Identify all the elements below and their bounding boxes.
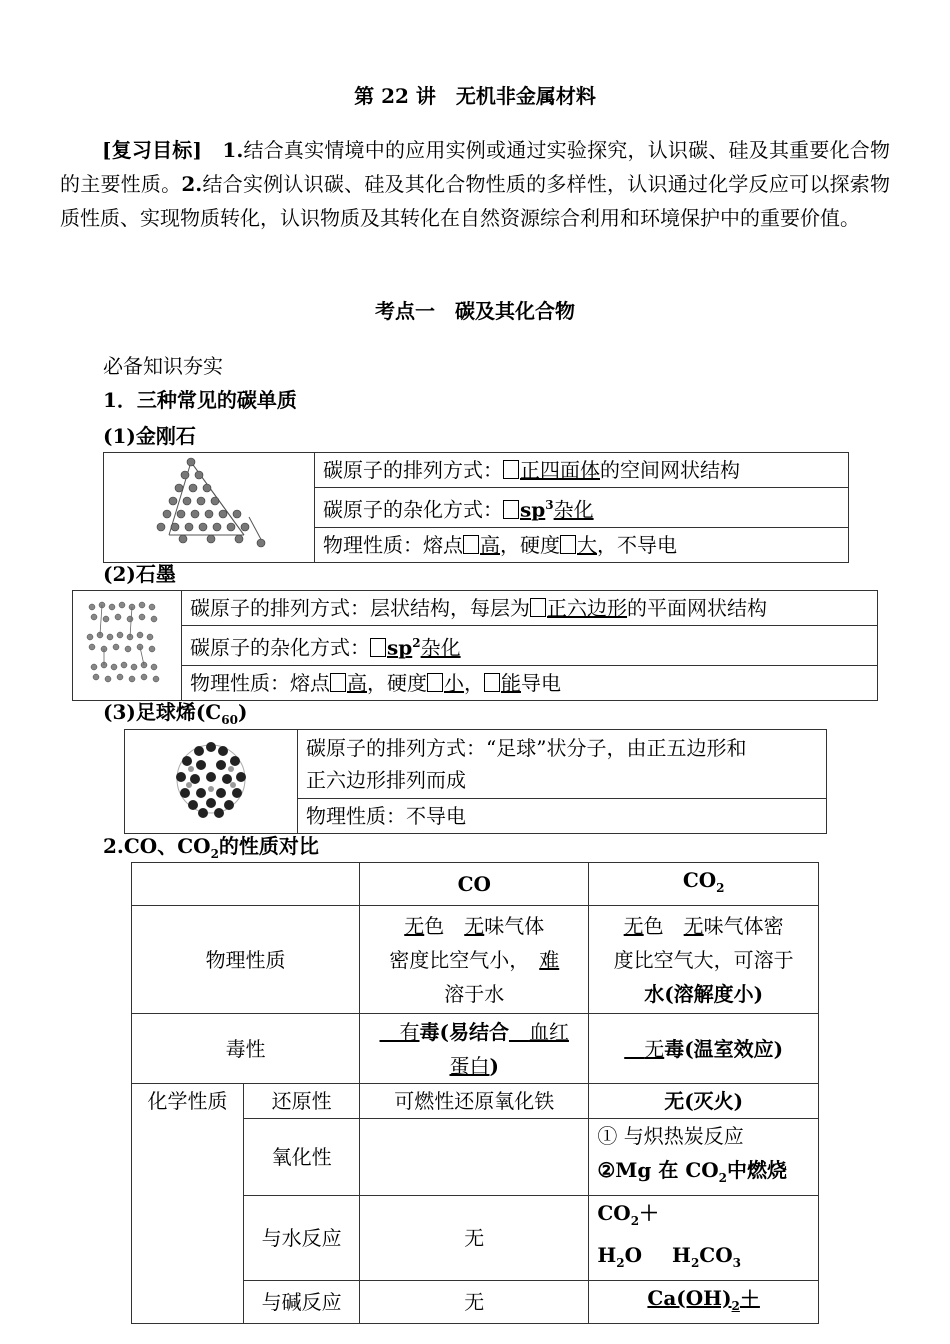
- chem-label: 化学性质: [132, 1084, 244, 1324]
- goal-2-text: 结合实例认识碳、硅及其化合物性质的多样性，认识通过化学反应可以探索物质性质、实现物质转化，认识物质及其转化在自然资源综合利用和环境保护中的重要价值。: [60, 172, 891, 230]
- water-label: 与水反应: [244, 1196, 360, 1281]
- graphite-table: [72, 590, 878, 701]
- co-co2-heading: 2.CO、$CO_2$的性质对比: [103, 834, 319, 861]
- phys-co: 无色 无味气体 密度比空气小， 难 溶于水: [360, 906, 589, 1014]
- base-co2: $Ca(OH)_2+$: [589, 1281, 819, 1324]
- toxicity-co: 有毒(易结合 血红 蛋白): [360, 1014, 589, 1084]
- diamond-structure-icon: [149, 457, 269, 552]
- phys-co2: 无色 无味气体密 度比空气大，可溶于 水(溶解度小): [589, 906, 819, 1014]
- diamond-heading: (1)金刚石: [103, 424, 196, 448]
- reducing-co: 可燃性还原氧化铁: [360, 1084, 589, 1119]
- oxidizing-co: [360, 1119, 589, 1196]
- diamond-arrangement: 碳原子的排列方式： 正四面体的空间网状结构: [315, 453, 849, 488]
- c60-heading: (3)足球烯$(C_{60})$: [103, 700, 248, 727]
- fill-box: [463, 535, 479, 554]
- graphite-image: [73, 591, 182, 701]
- fill-box: [330, 673, 346, 692]
- toxicity-label: 毒性: [132, 1014, 360, 1084]
- fill-box: [503, 500, 519, 519]
- graphite-heading: (2)石墨: [103, 562, 176, 586]
- water-co: 无: [360, 1196, 589, 1281]
- toxicity-co2: 无毒(温室效应): [589, 1014, 819, 1084]
- diamond-table: [103, 452, 849, 563]
- diamond-image: [104, 453, 315, 563]
- oxidizing-label: 氧化性: [244, 1119, 360, 1196]
- graphite-structure-icon: [82, 597, 172, 689]
- fill-box: [503, 460, 519, 479]
- goal-1-num: 1.: [222, 138, 244, 162]
- section-title: 考点一 碳及其化合物: [375, 299, 575, 323]
- header-empty: [132, 863, 360, 906]
- header-co: CO: [360, 863, 589, 906]
- heading-carbon-allotropes: 1．三种常见的碳单质: [103, 388, 297, 412]
- co-co2-table: [131, 862, 819, 1324]
- phys-label: 物理性质: [132, 906, 360, 1014]
- fill-box: [484, 673, 500, 692]
- oxidizing-co2: ① 与炽热炭反应 ②Mg 在 $CO_2$中燃烧: [589, 1119, 819, 1196]
- graphite-hybridization: 碳原子的杂化方式： $sp^2$杂化: [182, 626, 878, 666]
- review-label: [复习目标]: [102, 138, 202, 162]
- c60-image: [125, 730, 298, 834]
- graphite-physical: 物理性质：熔点 高，硬度 小， 能导电: [182, 665, 878, 700]
- graphite-arrangement: 碳原子的排列方式：层状结构，每层为 正六边形的平面网状结构: [182, 591, 878, 626]
- page-title: 第 22 讲 无机非金属材料: [354, 84, 596, 108]
- goal-1-text: 结合真实情境中的应用实例或通过实验探究，认识碳、硅及其重要化合物的主要性质。: [60, 138, 891, 196]
- header-co2: $CO_2$: [589, 863, 819, 906]
- fullerene-icon: [171, 739, 251, 819]
- fill-box: [530, 598, 546, 617]
- goal-2-num: 2.: [181, 172, 203, 196]
- fill-box: [370, 638, 386, 657]
- base-co: 无: [360, 1281, 589, 1324]
- c60-table: [124, 729, 827, 834]
- reducing-co2: 无(灭火): [589, 1084, 819, 1119]
- knowledge-heading: 必备知识夯实: [103, 354, 223, 378]
- reducing-label: 还原性: [244, 1084, 360, 1119]
- review-goals: [60, 133, 890, 235]
- c60-arrangement: 碳原子的排列方式：“足球”状分子，由正五边形和 正六边形排列而成: [298, 730, 827, 799]
- base-label: 与碱反应: [244, 1281, 360, 1324]
- water-co2: $CO_2+$ $H_2O$ $H_2CO_3$: [589, 1196, 819, 1281]
- c60-physical: 物理性质：不导电: [298, 799, 827, 834]
- fill-box: [427, 673, 443, 692]
- diamond-physical: 物理性质：熔点 高，硬度 大，不导电: [315, 527, 849, 562]
- diamond-hybridization: 碳原子的杂化方式： $sp^3$杂化: [315, 488, 849, 528]
- fill-box: [560, 535, 576, 554]
